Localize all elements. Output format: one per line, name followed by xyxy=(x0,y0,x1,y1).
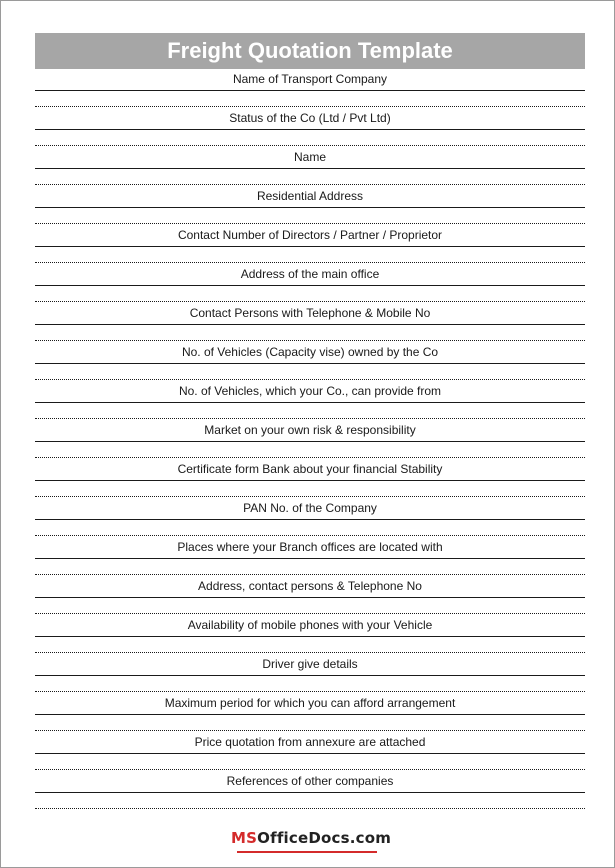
form-field-label: Contact Persons with Telephone & Mobile No xyxy=(35,303,585,325)
form-field-row xyxy=(35,459,585,498)
form-field-answer-line xyxy=(35,769,585,770)
form-field-row xyxy=(35,303,585,342)
form-field-label: Name of Transport Company xyxy=(35,69,585,91)
form-field-answer-line xyxy=(35,106,585,107)
form-field-label: Certificate form Bank about your financial Stability xyxy=(35,459,585,481)
form-field-label: Contact Number of Directors / Partner / Proprietor xyxy=(35,225,585,247)
form-field-answer-line xyxy=(35,145,585,146)
form-field-label: No. of Vehicles, which your Co., can provide from xyxy=(35,381,585,403)
form-field-row xyxy=(35,264,585,303)
form-field-label: Places where your Branch offices are located with xyxy=(35,537,585,559)
form-field-answer-line xyxy=(35,301,585,302)
form-field-row xyxy=(35,693,585,732)
form-field-answer-line xyxy=(35,535,585,536)
form-field-row xyxy=(35,69,585,108)
logo-text: OfficeDocs.com xyxy=(257,829,392,847)
form-field-answer-line xyxy=(35,808,585,809)
form-field-row xyxy=(35,498,585,537)
form-field-answer-line xyxy=(35,652,585,653)
form-field-row xyxy=(35,537,585,576)
form-field-row xyxy=(35,381,585,420)
page-title: Freight Quotation Template xyxy=(35,33,585,69)
form-field-row xyxy=(35,654,585,693)
form-field-label: PAN No. of the Company xyxy=(35,498,585,520)
form-field-label: Maximum period for which you can afford arrangement xyxy=(35,693,585,715)
form-field-answer-line xyxy=(35,262,585,263)
form-field-row xyxy=(35,420,585,459)
form-field-label: Address, contact persons & Telephone No xyxy=(35,576,585,598)
form-field-answer-line xyxy=(35,379,585,380)
form-field-answer-line xyxy=(35,457,585,458)
form-field-label: References of other companies xyxy=(35,771,585,793)
logo-prefix: MS xyxy=(231,829,258,847)
form-field-label: Address of the main office xyxy=(35,264,585,286)
quotation-form xyxy=(35,69,585,810)
form-field-row xyxy=(35,771,585,810)
form-field-row xyxy=(35,342,585,381)
form-field-answer-line xyxy=(35,340,585,341)
form-field-row xyxy=(35,576,585,615)
form-field-row xyxy=(35,108,585,147)
form-field-answer-line xyxy=(35,613,585,614)
form-field-label: Market on your own risk & responsibility xyxy=(35,420,585,442)
form-field-answer-line xyxy=(35,184,585,185)
logo-underline xyxy=(237,851,377,853)
site-logo xyxy=(231,825,392,855)
form-field-row xyxy=(35,225,585,264)
form-field-label: Name xyxy=(35,147,585,169)
form-field-row xyxy=(35,732,585,771)
form-field-answer-line xyxy=(35,496,585,497)
form-field-answer-line xyxy=(35,574,585,575)
form-field-label: Availability of mobile phones with your Vehicle xyxy=(35,615,585,637)
form-field-label: Driver give details xyxy=(35,654,585,676)
form-field-label: Price quotation from annexure are attached xyxy=(35,732,585,754)
form-field-label: Residential Address xyxy=(35,186,585,208)
form-field-answer-line xyxy=(35,223,585,224)
form-field-row xyxy=(35,615,585,654)
form-field-row xyxy=(35,147,585,186)
form-field-label: No. of Vehicles (Capacity vise) owned by the Co xyxy=(35,342,585,364)
form-field-label: Status of the Co (Ltd / Pvt Ltd) xyxy=(35,108,585,130)
form-field-row xyxy=(35,186,585,225)
form-field-answer-line xyxy=(35,730,585,731)
form-field-answer-line xyxy=(35,418,585,419)
form-field-answer-line xyxy=(35,691,585,692)
